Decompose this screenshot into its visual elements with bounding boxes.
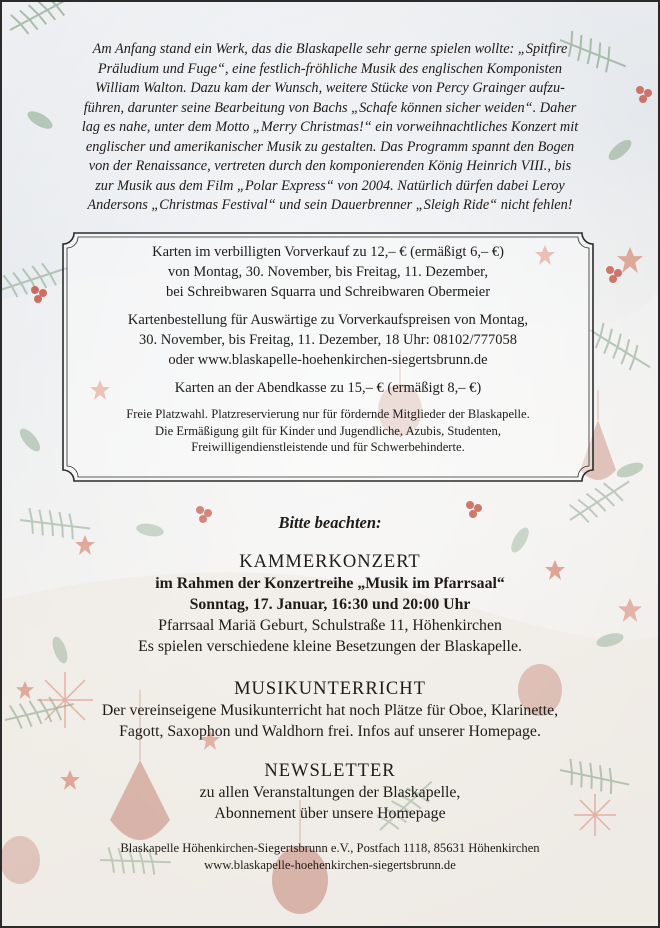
newsletter-line: zu allen Veranstaltungen der Blaskapelle, bbox=[199, 784, 461, 801]
musikunterricht-section bbox=[0, 678, 660, 742]
kammerkonzert-section bbox=[0, 551, 660, 657]
kammerkonzert-title: KAMMERKONZERT bbox=[239, 552, 421, 572]
footer-address: Blaskapelle Höhenkirchen-Siegertsbrunn e.V., Postfach 1118, 85631 Höhenkirchen bbox=[120, 841, 540, 855]
kammerkonzert-venue: Pfarrsaal Mariä Geburt, Schulstraße 11, Höhenkirchen bbox=[158, 617, 502, 634]
footer-website-link[interactable]: www.blaskapelle-hoehenkirchen-siegertsbrunn.de bbox=[204, 858, 456, 872]
presale-info bbox=[62, 242, 594, 302]
intro-line: von der Renaissance, vertreten durch den komponierenden König Heinrich VIII., bis bbox=[88, 158, 572, 174]
intro-line: englischer und amerikanischer Musik zu gestalten. Das Programm spannt den Bogen bbox=[85, 138, 575, 155]
intro-paragraph bbox=[55, 40, 605, 216]
note-line: Die Ermäßigung gilt für Kinder und Jugendliche, Azubis, Studenten, bbox=[155, 423, 501, 438]
footer bbox=[0, 840, 660, 874]
note-heading: Bitte beachten: bbox=[278, 513, 382, 532]
ticket-info-box bbox=[62, 232, 594, 482]
note-line: Freiwilligendienstleistende und für Schwerbehinderte. bbox=[191, 440, 465, 454]
order-info bbox=[62, 310, 594, 370]
kammerkonzert-date: Sonntag, 17. Januar, 16:30 und 20:00 Uhr bbox=[189, 596, 471, 613]
presale-line: Karten im verbilligten Vorverkauf zu 12,– € (ermäßigt 6,– €) bbox=[152, 244, 504, 260]
presale-line: von Montag, 30. November, bis Freitag, 11. Dezember, bbox=[167, 264, 489, 280]
musikunterricht-title: MUSIKUNTERRICHT bbox=[234, 679, 426, 699]
kammerkonzert-info: Es spielen verschiedene kleine Besetzungen der Blaskapelle. bbox=[138, 638, 522, 655]
seating-notes bbox=[62, 406, 594, 456]
order-website-line: oder www.blaskapelle-hoehenkirchen-siegertsbrunn.de bbox=[168, 352, 488, 368]
order-line: Kartenbestellung für Auswärtige zu Vorverkaufspreisen von Montag, bbox=[127, 312, 529, 328]
intro-line: Am Anfang stand ein Werk, das die Blaskapelle sehr gerne spielen wollte: „Spitfire bbox=[92, 41, 568, 57]
intro-line: William Walton. Dazu kam der Wunsch, weitere Stücke von Percy Grainger aufzu- bbox=[95, 80, 565, 96]
note-line: Freie Platzwahl. Platzreservierung nur für fördernde Mitglieder der Blaskapelle. bbox=[126, 407, 530, 421]
intro-line: Präludium und Fuge“, eine festlich-fröhliche Musik des englischen Komponisten bbox=[97, 60, 563, 77]
musikunterricht-line: Fagott, Saxophon und Waldhorn frei. Infos auf unserer Homepage. bbox=[119, 723, 541, 740]
intro-line: Andersons „Christmas Festival“ und sein Dauerbrenner „Sleigh Ride“ nicht fehlen! bbox=[87, 197, 573, 213]
presale-line: bei Schreibwaren Squarra und Schreibwaren Obermeier bbox=[165, 284, 491, 300]
box-office-info: Karten an der Abendkasse zu 15,– € (ermäßigt 8,– €) bbox=[174, 380, 482, 396]
newsletter-section bbox=[0, 760, 660, 824]
intro-line: zur Musik aus dem Film „Polar Express“ von 2004. Natürlich dürfen dabei Leroy bbox=[95, 177, 565, 194]
kammerkonzert-subtitle: im Rahmen der Konzertreihe „Musik im Pfarrsaal“ bbox=[155, 575, 505, 592]
newsletter-line: Abonnement über unsere Homepage bbox=[214, 805, 446, 822]
ticket-text bbox=[62, 242, 594, 464]
intro-line: lag es nahe, unter dem Motto „Merry Christmas!“ ein vorweihnachtliches Konzert mit bbox=[81, 119, 579, 135]
order-line: 30. November, bis Freitag, 11. Dezember, 18 Uhr: 08102/777058 bbox=[138, 332, 518, 348]
intro-line: führen, darunter seine Bearbeitung von Bachs „Schafe können sicher weiden“. Daher bbox=[83, 99, 577, 116]
musikunterricht-line: Der vereinseigene Musikunterricht hat noch Plätze für Oboe, Klarinette, bbox=[101, 702, 559, 719]
newsletter-title: NEWSLETTER bbox=[264, 761, 396, 781]
